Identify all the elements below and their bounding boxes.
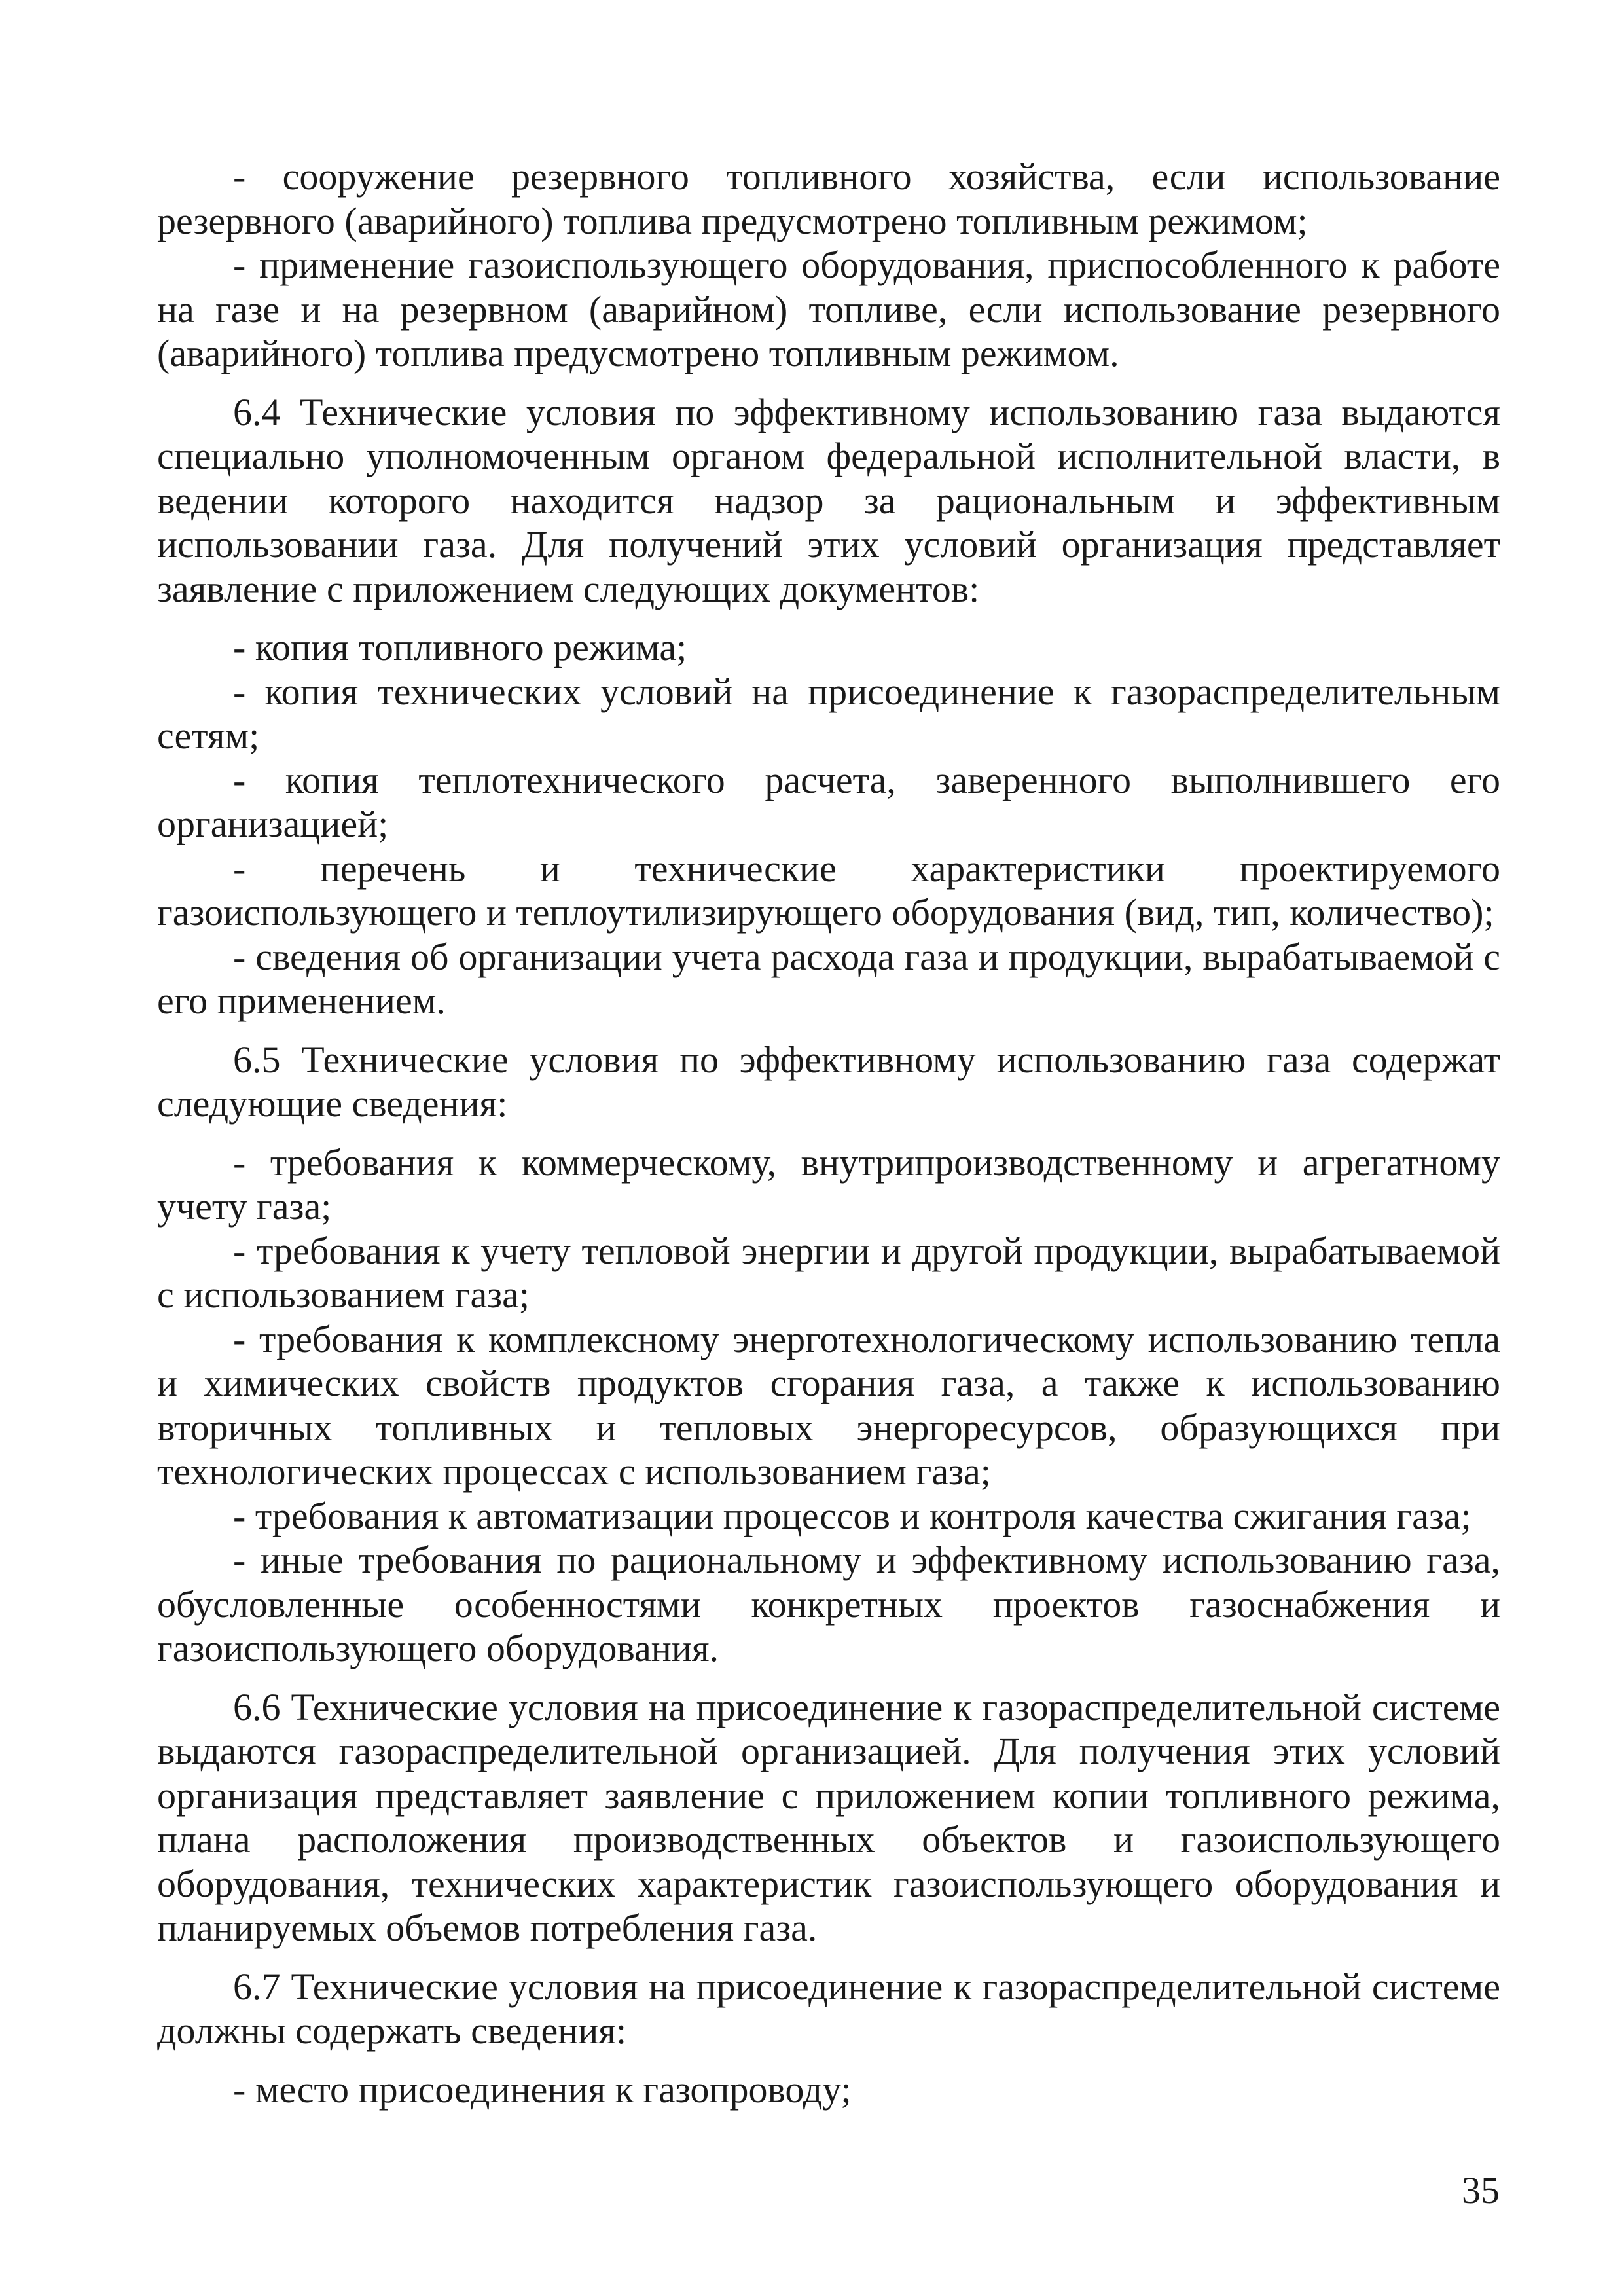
list-item-gas-metering-requirements: - требования к коммерческому, внутрипроизводственному и агрегатному учету газа; [157, 1140, 1500, 1228]
clause-6-5: 6.5 Технические условия по эффективному использованию газа содержат следующие сведения: [157, 1038, 1500, 1125]
list-item-heat-calculation-copy: - копия теплотехнического расчета, заверенного выполнившего его организацией; [157, 758, 1500, 845]
list-item-gas-metering-info: - сведения об организации учета расхода газа и продукции, вырабатываемой с его применением. [157, 935, 1500, 1022]
list-item-other-requirements: - иные требования по рациональному и эффективному использованию газа, обусловленные особенностями конкретных проектов газоснабжения и газоиспользующего оборудования. [157, 1539, 1500, 1669]
list-item-heat-energy-metering: - требования к учету тепловой энергии и другой продукции, вырабатываемой с использованием газа; [157, 1229, 1500, 1316]
list-item-automation-requirements: - требования к автоматизации процессов и контроля качества сжигания газа; [233, 1494, 1471, 1537]
list-item-dual-fuel-equipment: - применение газоиспользующего оборудования, приспособленного к работе на газе и на резервном (аварийном) топливе, если использование резервного (аварийного) топлива предусмотрено топливным режимом. [157, 244, 1500, 374]
list-item-equipment-list: - перечень и технические характеристики проектируемого газоиспользующего и теплоутилизирующего оборудования (вид, тип, количество); [157, 847, 1500, 934]
clause-6-7: 6.7 Технические условия на присоединение к газораспределительной системе должны содержать сведения: [157, 1965, 1500, 2052]
page-number: 35 [1462, 2169, 1500, 2212]
clause-6-4: 6.4 Технические условия по эффективному использованию газа выдаются специально уполномоченным органом федеральной исполнительной власти, в ведении которого находится надзор за рациональным и эффективным использовании газа. Для получений этих условий организация представляет заявление с приложением следующих документов: [157, 390, 1500, 610]
clause-6-6: 6.6 Технические условия на присоединение к газораспределительной системе выдаются газораспределительной организацией. Для получения этих условий организация представляет заявление с приложением копии топливного режима, плана расположения производственных объектов и газоиспользующего оборудования, технических характеристик газоиспользующего оборудования и планируемых объемов потребления газа. [157, 1685, 1500, 1949]
list-item-connection-conditions-copy: - копия технических условий на присоединение к газораспределительным сетям; [157, 670, 1500, 757]
list-item-reserve-fuel-facility: - сооружение резервного топливного хозяйства, если использование резервного (аварийного) топлива предусмотрено топливным режимом; [157, 155, 1500, 242]
list-item-fuel-regime-copy: - копия топливного режима; [233, 626, 687, 668]
list-item-connection-point: - место присоединения к газопроводу; [233, 2068, 852, 2111]
page-body [157, 155, 1500, 2111]
list-item-complex-energy-use: - требования к комплексному энерготехнологическому использованию тепла и химических свойств продуктов сгорания газа, а также к использованию вторичных топливных и тепловых энергоресурсов, образующихся при технологических процессах с использованием газа; [157, 1317, 1500, 1493]
